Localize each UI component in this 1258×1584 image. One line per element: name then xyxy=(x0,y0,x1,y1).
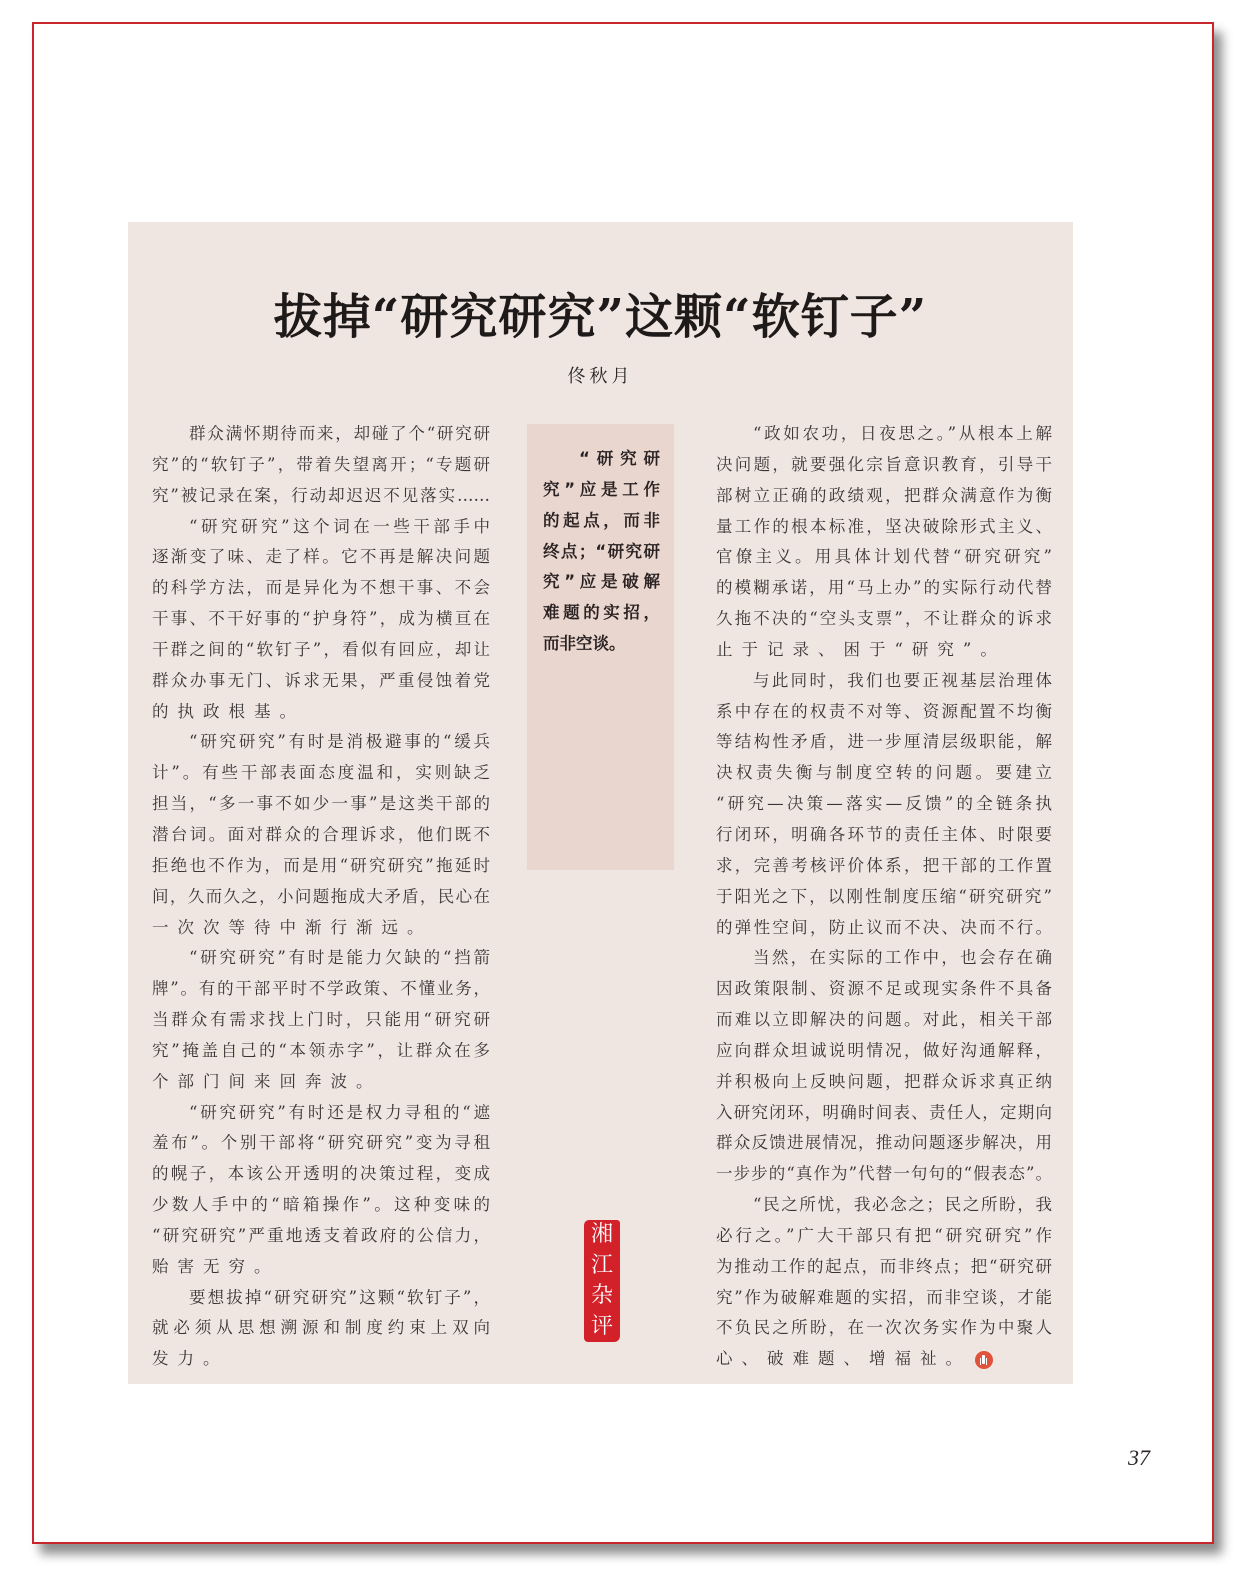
page-number: 37 xyxy=(1128,1445,1150,1470)
text-line: “政如农功，日夜思之。”从根本上解 xyxy=(753,424,1052,443)
paragraph xyxy=(716,666,1052,944)
text-line: 群众满怀期待而来，却碰了个“研究研 xyxy=(189,424,490,443)
paragraph xyxy=(716,419,1052,666)
text-line: 究”的“软钉子”，带着失望离开；“专题研 xyxy=(152,454,490,474)
paragraph xyxy=(152,419,490,512)
text-line: 等结构性矛盾，进一步厘清层级职能，解 xyxy=(716,732,1052,752)
paragraph xyxy=(152,512,490,728)
text-line: 久拖不决的“空头支票”，不让群众的诉求 xyxy=(716,609,1052,629)
text-line: 究”被记录在案，行动却迟迟不见落实…… xyxy=(152,485,490,505)
text-line: 止于记录、困于“研究”。 xyxy=(716,639,1006,659)
text-line: 少数人手中的“暗箱操作”。这种变味的 xyxy=(152,1195,490,1215)
pull-quote-line: 终点；“研究研 xyxy=(543,541,660,561)
text-line: “研究研究”有时还是权力寻租的“遮 xyxy=(189,1102,490,1122)
text-line: 当群众有需求找上门时，只能用“研究研 xyxy=(152,1010,490,1030)
pull-quote-line: 的起点，而非 xyxy=(543,510,660,530)
paragraph xyxy=(152,727,490,943)
pull-quote-line: “研究研 xyxy=(579,449,660,468)
seal-character: 评 xyxy=(590,1313,613,1339)
text-line: 个部门间来回奔波。 xyxy=(152,1071,382,1091)
text-line: 的执政根基。 xyxy=(152,701,305,721)
article-author: 佟秋月 xyxy=(567,366,634,387)
paragraph xyxy=(152,1098,490,1283)
text-line: 逐渐变了味、走了样。它不再是解决问题 xyxy=(152,547,490,567)
text-line: 与此同时，我们也要正视基层治理体 xyxy=(753,670,1052,690)
text-line: 入研究闭环，明确时间表、责任人，定期向 xyxy=(716,1102,1052,1122)
text-line: “研究研究”严重地透支着政府的公信力， xyxy=(152,1225,490,1245)
text-line: 并积极向上反映问题，把群众诉求真正纳 xyxy=(716,1071,1052,1091)
text-line: 群众反馈进展情况，推动问题逐步解决，用 xyxy=(716,1133,1052,1153)
text-line: 计”。有些干部表面态度温和，实则缺乏 xyxy=(152,763,490,783)
text-line: 间，久而久之，小问题拖成大矛盾，民心在 xyxy=(152,886,490,906)
text-line: 羞布”。个别干部将“研究研究”变为寻租 xyxy=(152,1133,490,1153)
text-line: 官僚主义。用具体计划代替“研究研究” xyxy=(716,547,1052,567)
text-line: 潜台词。面对群众的合理诉求，他们既不 xyxy=(152,824,490,844)
text-line: 要想拔掉“研究研究”这颗“软钉子”， xyxy=(189,1287,490,1307)
text-line: 求，完善考核评价体系，把干部的工作置 xyxy=(716,855,1052,875)
pull-quote xyxy=(543,444,660,660)
pull-quote-line: 究”应是破解 xyxy=(543,572,660,592)
text-line: 担当，“多一事不如少一事”是这类干部的 xyxy=(152,794,490,814)
seal-character: 杂 xyxy=(590,1283,613,1309)
text-line: “研究研究”这个词在一些干部手中 xyxy=(189,516,490,536)
text-line: 的模糊承诺，用“马上办”的实际行动代替 xyxy=(716,578,1052,598)
text-line: 应向群众坦诚说明情况，做好沟通解释， xyxy=(716,1040,1052,1060)
text-line: 决权责失衡与制度空转的问题。要建立 xyxy=(716,763,1052,783)
text-line: 究”掩盖自己的“本领赤字”，让群众在多 xyxy=(152,1040,490,1060)
text-line: 决问题，就要强化宗旨意识教育，引导干 xyxy=(716,454,1052,474)
paragraph xyxy=(716,1190,1052,1375)
text-line: 拒绝也不作为，而是用“研究研究”拖延时 xyxy=(152,855,490,875)
pull-quote-line: 而非空谈。 xyxy=(543,634,626,654)
pull-quote-line: 究”应是工作 xyxy=(543,479,660,499)
paragraph xyxy=(716,943,1052,1190)
pull-quote-line: 难题的实招， xyxy=(543,603,660,623)
paragraph xyxy=(152,1283,490,1376)
paragraph xyxy=(152,943,490,1097)
seal-character: 江 xyxy=(590,1252,613,1278)
text-line: 发力。 xyxy=(152,1349,229,1369)
text-line: 系中存在的权责不对等、资源配置不均衡 xyxy=(716,701,1052,721)
text-line: “研究—决策—落实—反馈”的全链条执 xyxy=(716,794,1052,814)
text-line: “研究研究”有时是消极避事的“缓兵 xyxy=(189,732,490,752)
text-line: 而难以立即解决的问题。对此，相关干部 xyxy=(716,1010,1052,1030)
text-line: 群众办事无门、诉求无果，严重侵蚀着党 xyxy=(152,670,490,690)
text-line: 当然，在实际的工作中，也会存在确 xyxy=(753,948,1052,968)
text-line: 部树立正确的政绩观，把群众满意作为衡 xyxy=(716,485,1052,505)
text-line: 一次次等待中渐行渐远。 xyxy=(152,917,433,937)
text-line: 不负民之所盼，在一次次务实作为中聚人 xyxy=(716,1318,1052,1338)
text-line: 就必须从思想溯源和制度约束上双向 xyxy=(152,1318,490,1338)
text-line: 的弹性空间，防止议而不决、决而不行。 xyxy=(716,917,1052,937)
right-column xyxy=(716,419,1052,1375)
article-title: 拔掉“研究研究”这颗“软钉子” xyxy=(273,289,928,345)
text-line: 行闭环，明确各环节的责任主体、时限要 xyxy=(716,824,1052,844)
text-line: 心、破难题、增福祉。 xyxy=(716,1344,1052,1375)
text-line: 为推动工作的起点，而非终点；把“研究研 xyxy=(716,1256,1052,1276)
left-column xyxy=(152,419,490,1375)
text-line: 于阳光之下，以刚性制度压缩“研究研究” xyxy=(716,886,1052,906)
text-line: 干群之间的“软钉子”，看似有回应，却让 xyxy=(152,639,490,659)
text-line: 的科学方法，而是异化为不想干事、不会 xyxy=(152,578,490,598)
text-line: 量工作的根本标准，坚决破除形式主义、 xyxy=(716,516,1052,536)
seal-character: 湘 xyxy=(590,1222,613,1248)
text-line: 一步步的“真作为”代替一句句的“假表态”。 xyxy=(716,1164,1052,1184)
text-line: “民之所忧，我必念之；民之所盼，我 xyxy=(753,1195,1052,1215)
text-line: 干事、不干好事的“护身符”，成为横亘在 xyxy=(152,609,490,629)
text-line: 必行之。”广大干部只有把“研究研究”作 xyxy=(716,1225,1052,1245)
text-line: 因政策限制、资源不足或现实条件不具备 xyxy=(716,979,1052,999)
text-line: 究”作为破解难题的实招，而非空谈，才能 xyxy=(716,1287,1052,1307)
seal-stamp xyxy=(584,1220,620,1342)
text-line: 的幌子，本该公开透明的决策过程，变成 xyxy=(152,1164,490,1184)
text-line: “研究研究”有时是能力欠缺的“挡箭 xyxy=(189,948,490,968)
text-line: 贻害无穷。 xyxy=(152,1256,280,1276)
end-of-article-icon xyxy=(975,1351,993,1369)
text-line: 牌”。有的干部平时不学政策、不懂业务， xyxy=(152,979,490,999)
